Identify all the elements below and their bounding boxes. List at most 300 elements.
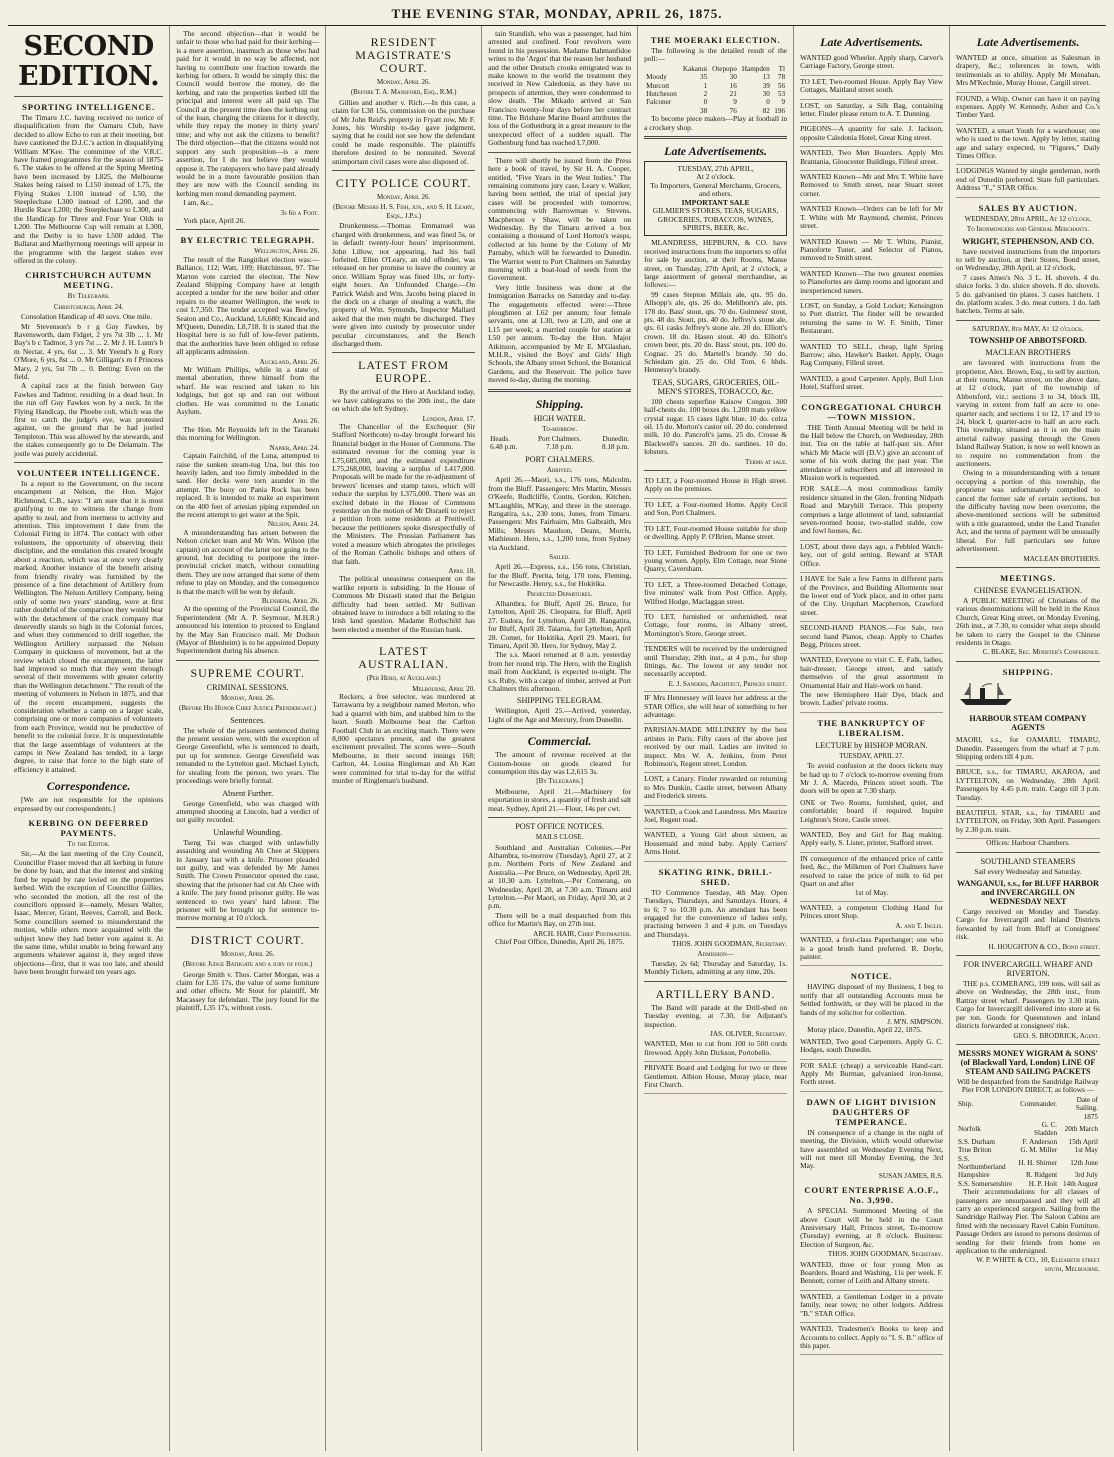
classified-ad-text: TO LET, Two-roomed House. Apply Bay View Cottages, Maitland street south. <box>800 76 944 95</box>
classified-ad-text: TO LET, furnished or unfurnished, neat Cottage, four rooms, in Albany street, Mornington's Store, George street. <box>644 611 788 638</box>
telegraph-heading: BY ELECTRIC TELEGRAPH. <box>180 235 315 246</box>
important-sale: IMPORTANT SALE <box>681 197 750 207</box>
classified-ad <box>800 203 943 235</box>
forsale-text: FOR SALE—A most commodious family residence situated in the Glen, fronting Nidpath Road and Maryhill Terrace. This property comprises a large allotment of land, substantial seven-roomed house, two-stalled stable, cow and fowl houses, &c. <box>800 484 944 536</box>
poll-row <box>644 73 787 81</box>
skating-heading: SKATING RINK, DRILL-SHED. <box>658 866 773 887</box>
hw-port-time: 7.18 p.m. <box>546 443 574 452</box>
moeraki-heading: THE MOERAKI ELECTION. <box>650 35 781 45</box>
classified-ad <box>800 147 943 171</box>
classified-ad-text: WANTED, Tradesmen's Books to keep and Accounts to collect. Apply to "I. S. B." office of this paper. <box>800 1324 944 1350</box>
clothing-ad <box>800 902 943 934</box>
temperance-text: IN consequence of a change in the night of meeting, the Division, which would otherwise have assembled on Wednesday Evening Next, will not meet till Monday Evening, the 3rd May. <box>800 1127 944 1171</box>
district-date: Monday, April 26. <box>221 949 275 958</box>
classified-ad <box>644 475 787 499</box>
news-low: Very little business was done at the Immigration Barracks on Saturday and to-day. The engagements effected were:—Three ploughmen at L62 per annum; four female servants, one at L30, two at L20, and one at L15 per week; a married couple for station at L50 per annum. To-day the Hon. Major Atkinson, accompanied by Mr E. M'Glashan, M.H.R., visited the Boys' and Girls' High Schools, the Albany street School, the Botanical Gardens, and the Reservoir. The police have moved to-day, during the morning. <box>488 282 632 385</box>
sentences-text: The whole of the prisoners sentenced during the present session were, with the exception of George Greenfield, who is sentenced to death, put up for sentence. George Greenfield was remanded to the Lyttelton gaol. Michael Lynch, for stealing from the person, two years. The proceedings were briefly formal. <box>176 725 320 786</box>
column-1 <box>8 26 170 1451</box>
column-7 <box>950 26 1106 1451</box>
kerbing-text: Sir,—At the last meeting of the City Council, Councillor Fraser moved that all kerbing in future be done by loan, and that the interest and sinking fund be repaid by rate levied on the properties kerbed. With the exception of Councillor Gillies, who seconded the motion, all the rest of the councillors opposed it—namely, Messrs Walter, Isaac, Mercer, Grant, Reeves, Carroll, and Beck. Some councillors seemed to misunderstand the motion, while others more acquainted with the subject knew they had better vote against it. At the same time, whilst unable to bring forward any arguments whatever against it, they urged three objections—first, that it was too late, and should have been brought forward ten years ago. <box>14 849 164 977</box>
hw-dun-time: 8.18 p.m. <box>601 443 630 452</box>
shipping-text: The s.s. Maori returned at 8 a.m. yesterday from her round trip. The Hero, with the English mail from Auckland, is expected to-night. The s.s. Ruby, with a cargo of timber, arrived at Port Chalmers this afternoon. <box>488 650 632 694</box>
table-cell: 196 <box>774 106 786 115</box>
temperance-sign: SUSAN JAMES, R.S. <box>878 1171 944 1180</box>
money-footer: Their accommodations for all classes of passengers are unsurpassed and they will all carry an experienced surgeon. Sailing from the Sandridge Railway Pier. The Saloon Cabins are fitted with the necessary Ravel Cabin Furniture. Passage Orders are issued to persons desirous of sending for their friends from home on application to the undersigned. <box>956 1187 1100 1256</box>
shipping-heading: Shipping. <box>535 396 584 411</box>
bishop-date: TUESDAY, APRIL 27. <box>839 751 904 760</box>
steamer-ad <box>956 766 1100 807</box>
table-cell: 14th August <box>1063 1179 1098 1188</box>
nelson-date: Nelson, April 24. <box>267 520 320 529</box>
district-before: (Before Judge Bathgate and a jury of four.) <box>183 960 313 969</box>
classified-ad <box>644 724 787 773</box>
forsale-ad <box>800 483 943 540</box>
classified-ad-text: WANTED, a Young Girl about sixteen, as Housemaid and mind baby. Apply Carriers' Arms Hotel. <box>644 830 788 857</box>
table-cell: Norfolk <box>958 1125 981 1134</box>
classified-ad <box>800 300 943 341</box>
landress-items: 99 cases Stepton Millais ale, qts. 95 do. Allsopp's ale, qts. 26 do. Mehlhorn's ale, pts. 178 do. Bass' stout, qts. 70 do. Guinness' stout, pts. 48 do. Stout, pts. 40 do. Jeffrey's stone ale, qts. 61 casks Jeffrey's stone ale. 20 do. Elliott's crown. 18 do. Hasen stout. 40 do. Elliott's crown beer, pts. 20 do. Bass' stout, pts. 100 do. Cognac. 25 do. Martell's brandy. 50 do. Schiedam gin. 25 do. Old Tom. 6 hhds. Hennessy's brandy. <box>644 289 788 375</box>
classified-ad <box>800 171 943 203</box>
year-row <box>956 1113 1100 1121</box>
sales-heading: SALES BY AUCTION. <box>978 202 1078 213</box>
christchurch-text: A capital race at the finish between Guy Fawkes and Tadmor, resulting in a dead heat. In the run off Guy Fawkes won by a neck. In the Flying Handicap, the Phoebe colt, which was the first to catch the judge's eye, was protested against, on the ground that he had jostled Templeton. This was allowed by the stewards, and the stakes consequently go to De Delamain. The jostle was purely accidental. <box>14 381 164 458</box>
post-office-place: Chief Post Office, Dunedin, April 26, 1875. <box>495 936 625 946</box>
district-heading: DISTRICT COURT. <box>190 932 305 947</box>
money-sign: W. P. WHITE & CO., 10, Elizabeth street south, Melbourne. <box>976 1256 1100 1273</box>
classified-ad <box>644 829 787 861</box>
shipping-telegram-heading: SHIPPING TELEGRAM. <box>516 696 603 706</box>
harbour-ads <box>956 734 1100 839</box>
skating-sign: THOS. JOHN GOODMAN, Secretary. <box>671 940 788 949</box>
classified-list-5 <box>800 1259 943 1356</box>
kerbing-place: York place, April 26. <box>183 215 246 225</box>
supreme-before: (Before His Honor Chief Justice Prendergast.) <box>179 704 317 713</box>
table-cell: 1 <box>703 81 708 90</box>
classified-ad-text: WANTED, Two Men Boarders. Apply Mrs Brantania, Gloucester Buildings, Filleul street. <box>800 148 944 166</box>
classified-ad-text: WANTED, a good Carpenter. Apply, Bull Lion Hotel, Stafford street. <box>800 373 944 392</box>
classified-ad <box>800 373 943 397</box>
classified-ad-text: TO LET, Furnished Bedroom for one or two young women. Apply, Elm Cottage, near Stone Quarry, Caversham. <box>644 547 788 574</box>
classified-ad-text: TO LET, a Four-roomed House in High street. Apply on the premises. <box>644 476 788 494</box>
blenheim-text: At the opening of the Provincial Council, the Superintendent (Mr A. P. Seymour, M.H.R.) announced his intention to proceed to England by the May San Francisco mail. Mr Dodson (Mayor of Blenheim) is to be appointed Deputy Superintendent during his absence. <box>176 604 320 656</box>
table-cell: Murcott <box>646 81 670 90</box>
table-cell: 9 <box>781 98 786 107</box>
resident-before: (Before T. A. Mansford, Esq., R.M.) <box>350 88 457 97</box>
clothing-text: WANTED, a competent Clothing Hand for Princes street Shop. <box>800 902 944 921</box>
arrived-label: Arrived. <box>546 465 573 474</box>
chinese-heading: CHINESE EVANGELISATION. <box>973 585 1083 595</box>
commercial-text2: Melbourne, April 21.—Machinery for exportation in stores, a quantity of fresh and salt meat. Sydney, April 21.—Flour, 14s per cwt. <box>488 786 632 813</box>
notice-place: Moray place, Dunedin, April 22, 1875. <box>807 1025 922 1035</box>
poll-row <box>644 98 787 106</box>
money-wigram-text: Will be despatched from the Sandridge Railway Pier FOR LONDON DIRECT, as follows — <box>957 1076 1099 1095</box>
steamer-ad-text: MAORI, s.s., for OAMARU, TIMARU, Dunedin. Passengers from the wharf at 7 p.m. Shipping orders till 4 p.m. <box>956 735 1100 761</box>
artillery-heading: ARTILLERY BAND. <box>655 986 776 1001</box>
hw-port-label: Port Chalmers. <box>538 435 582 444</box>
landress-text: MLANDRESS, HEPBURN, & CO. have received instructions from the importers to offer for sale by auction, at their Rooms, Manse street, on Tuesday, 27th April, at 2 o'clock, a large assortment of general merchandise, as follows:— <box>644 238 788 290</box>
australian-by: (Per Hero, at Auckland.) <box>366 674 441 683</box>
column-header: Otepopo <box>712 64 737 73</box>
sporting-heading: SPORTING INTELLIGENCE. <box>22 102 156 112</box>
sailing-table <box>956 1096 1100 1188</box>
europe-text2: The Chancellor of the Exchequer (Sir Stafford Northcote) to-day brought forward his financial budget in the House of Commons. The estimated revenue for the coming year is L75,685,000, and the estimated expenditure L75,268,000, leaving a surplus of L417,000. Proposals will be made for the re-adjustment of brewers' licenses and stamp taxes, which will reduce the surplus by L375,000. There was an excited debate in the House of Commons yesterday on the motion of Mr Disraeli to reject a petition from some residents at Prettiwell, because the petitioners spoke disrespectfully of the Ministers. The Prussian Parliament has voted a measure which abrogates the privileges of the Roman Catholic bishops and others of that faith. <box>332 422 476 566</box>
steamer-ad-text: BRUCE, s.s., for TIMARU, AKAROA, and LYTTELTON, on Wednesday, 28th April. Passengers by 4.45 p.m. train. Cargo till 3 p.m. Tuesday. <box>956 767 1100 802</box>
commercial-heading: Commercial. <box>527 734 592 749</box>
table-cell: R. Ridgent <box>1025 1171 1058 1180</box>
classified-ad-text: TO LET, Four-roomed House suitable for shop or dwelling. Apply P. O'Brien, Manse street. <box>644 523 788 542</box>
post-office-text2: There will be a mail despatched from this office for Martin's Bay, on 27th inst. <box>488 910 632 929</box>
classified-ad-text: LOST, a Canary. Finder rewarded on returning to Mrs Dunkin, Castle street, between Albany and Frederick streets. <box>644 774 788 801</box>
classified-ad <box>956 93 1100 125</box>
highwater-sub: To-morrow. <box>542 424 578 433</box>
table-cell: 30 <box>762 90 770 99</box>
column-6 <box>794 26 950 1451</box>
steamer-ad <box>956 807 1100 839</box>
carpenters-ad <box>800 1036 943 1060</box>
column-header <box>644 65 680 73</box>
classified-ad-text: WANTED, a Gentleman Lodger in a private family, near town; no other lodgers. Address "B." STAR Office. <box>800 1291 944 1318</box>
nelson-text: A misunderstanding has arisen between the Nelson cricket team and Mr Wm. Wilson (the captain) on account of the latter not going to the ground, but deciding to postpone the inter-provincial cricket match, without consulting them. They are now arranged that some of them refuse to play on Monday, and the consequence is that the match will be won by default. <box>176 527 320 596</box>
sailing-row <box>956 1171 1100 1179</box>
clothing-sign: A. and T. Inglis. <box>895 921 944 930</box>
table-cell: 82 <box>762 106 770 115</box>
table-cell: 16 <box>729 81 737 90</box>
sailing-row <box>956 1138 1100 1146</box>
classified-ad-text: PIGEONS—A quantity for sale. J. Jackson, opposite Caledonia Hotel, Great King street. <box>800 124 944 142</box>
classified-ad-text: WANTED Known—Mr and Mrs T. White have Removed to Smith street, near Stuart street corner. <box>800 172 944 198</box>
sale1-firm: WRIGHT, STEPHENSON, AND CO. <box>962 236 1094 246</box>
paperhanger-text: WANTED, a first-class Paperhanger; one who is a good brush hand preferred. R. Doyle, painter. <box>800 935 944 961</box>
steamship-icon <box>956 681 1016 707</box>
tenders-sign: E. J. Sanders, Architect, Princes street. <box>668 679 788 688</box>
boy-text: WANTED, Boy and Girl for Bag making. Apply early, S. Lister, printer, Stafford street. <box>800 830 944 848</box>
highwater-table <box>488 435 631 452</box>
sailed-label: Sailed. <box>549 552 570 561</box>
classified-ad <box>644 692 787 724</box>
christchurch-by: By Telegraph. <box>67 292 110 301</box>
auckland2-text: The Hon. Mr Reynolds left in the Taranaki this morning for Wellington. <box>176 424 320 443</box>
kerbing-to: To the Editor. <box>67 840 110 849</box>
post-office-sign: ARCH. HAIR, Chief Postmaster. <box>533 929 632 938</box>
auckland-text: Mr William Phillips, while in a state of mental aberration, threw himself from the wharf. He was rescued and taken to his lodgings, but got up and ran out without clothes. He was committed to the Lunatic Asylum. <box>176 365 320 417</box>
table-cell: Hampshire <box>958 1171 990 1180</box>
milk-date: 1st of May. <box>854 888 889 898</box>
bankruptcy-heading: THE BANKRUPTCY OF LIBERALISM. <box>817 717 926 738</box>
classified-ad-text: TO LET, a Four-roomed Home. Apply Cecil and Son, Port Chalmers. <box>644 499 788 518</box>
resident-heading: RESIDENT MAGISTRATE'S COURT. <box>355 35 453 75</box>
table-cell: 35 <box>699 73 708 82</box>
classified-ad <box>644 611 787 643</box>
harbour-heading: HARBOUR STEAM COMPANY AGENTS <box>969 714 1087 733</box>
classified-list-6 <box>956 52 1100 198</box>
classified-ad-text: WANTED, Men to cut from 100 to 500 cords firewood. Apply John Dickson, Portobello. <box>644 1039 788 1057</box>
table-cell: Hutcheson <box>646 90 677 99</box>
bishop-text: To avoid confusion at the doors tickets may be had up to 7 o'clock to-morrow evening from Mr J. A. Macedo, Princes street south. The doors will be open at 7.30 sharp. <box>800 761 944 796</box>
mails-close-heading: MAILS CLOSE. <box>535 833 584 842</box>
paperhanger-ad <box>800 934 943 966</box>
late-ads-heading-3: Late Advertisements. <box>976 35 1080 49</box>
classified-ad-text: LOST, on Saturday, a Silk Bag, containing letter. Finder please return to A. T. Dunning. <box>800 100 944 119</box>
napier-date: Napier, April 24. <box>269 443 320 452</box>
kerbing-heading: KERBING ON DEFERRED PAYMENTS. <box>28 818 149 839</box>
table-cell: True Briton <box>958 1146 992 1155</box>
commercial-text: The amount of revenue received at the Custom-house on goods cleared for consumption this day was L2,615 3s. <box>488 750 632 777</box>
auckland-date: Auckland, April 26. <box>259 357 320 366</box>
table-cell: S.S. Somersetshire <box>958 1179 1013 1188</box>
admission-heading: Admission— <box>697 949 734 958</box>
rooms-text: ONE or Two Rooms, furnished, quiet, and comfortable; board if required. Inquire Leighton's Store, Castle street. <box>800 797 944 824</box>
highwater-heading: HIGH WATER. <box>533 413 586 423</box>
classified-ad <box>800 341 943 373</box>
sale2-firm: MACLEAN BROTHERS <box>985 348 1071 358</box>
classified-ad <box>644 499 787 523</box>
classified-ad-text: WANTED, a Cook and Laundress. Mrs Maurice Joel, Regent road. <box>644 806 788 825</box>
classified-list-3 <box>644 1038 787 1094</box>
chinese-sign: C. BLAKE, Sec. Minister's Conference. <box>982 648 1100 657</box>
table-cell: 30 <box>729 73 737 82</box>
column-header: Hampden <box>741 64 770 73</box>
classified-ad-text: WANTED at once, situation as Salesman in drapery, &c.; references in town, with testimonials as to ability. Apply Mr Monahan, Mrs M'Kechnie, Moray House, Cargill street. <box>956 53 1100 88</box>
column-header: Kakanui <box>682 64 708 73</box>
napier-text: Captain Fairchild, of the Luna, attempted to raise the sunken steam-tug Una, but this too heavily laden, and too firmly imbedded in the sand. Her decks were torn asunder in the attempt. The buoy on Pania Rock has been replaced. It is intended to make an experiment on the 400 feet of artesian piping expended on the recent attempt to get water at the Spit. <box>176 451 320 519</box>
sale2-text: are favoured with instructions from the proprietor, Alex. Brown, Esq., to sell by auction, at their rooms, Manse street, on the above date, at 12 o'clock, part of the township of Abbotsford, viz.: sections 3 to 34, block III, varying in extent from half an acre to one-quarter each; and sections 1 to 12, 17 and 19 to 24, block I, quarter-acre to half an acre each. This township, situated as it is on the main arterial railway passing through the Green Island Railway Station, is now so well known as to require no commendation from the auctioneers. <box>956 358 1100 469</box>
hairdresser-text: WANTED, Everyone to visit C. E. Falk, ladies, hair-dresser, George street, and satisfy themselves of the great assortment in Ornamental Hair and Hair-work on hand. <box>800 655 944 690</box>
europe-heading: LATEST FROM EUROPE. <box>358 358 450 386</box>
table-cell: 13 <box>762 73 770 82</box>
riverton-text: THE p.s. COMERANG, 199 tons, will sail as above on Wednesday, the 28th inst., from Rattray street wharf. Passengers by 3.30 train. Cargo for Invercargill delivered into store at 6s per ton. Goods for Queenstown and inland districts forwarded at consignees' risk. <box>956 979 1100 1031</box>
table-cell: 12th June <box>1070 1158 1098 1167</box>
absent-heading: Absent Further. <box>222 788 274 798</box>
table-cell: 53 <box>777 90 786 99</box>
table-header <box>956 1096 1100 1113</box>
southland-text: Sail every Wednesday and Saturday. <box>974 866 1082 876</box>
farms-text: I HAVE for Sale a few Farms in different parts of the Province, and Building Allotments near the lower end of York place, and in other parts of the City. Urquhart Macpherson, Crawford street. <box>800 574 944 617</box>
table-cell: Falconer <box>646 98 672 107</box>
volunteer-heading: VOLUNTEER INTELLIGENCE. <box>16 468 161 479</box>
court-text: A SPECIAL Summoned Meeting of the above Court will be held in the Court Anniversary Hall, Princes street, To-morrow (Tuesday) evening, at 8 o'clock. Business: Election of Surgeon, &c. <box>800 1206 944 1249</box>
table-cell: 56 <box>777 81 786 90</box>
notice-heading: NOTICE. <box>850 971 893 982</box>
table-cell: 21 <box>729 90 737 99</box>
late-ads-heading-2: Late Advertisements. <box>820 35 923 49</box>
column-header: Date of Sailing. <box>1075 1095 1098 1113</box>
classified-ad-text: LODGINGS Wanted by single gentleman, north end of Dunedin preferred. State full particulars. Address "F.," STAR Office. <box>956 166 1100 193</box>
table-cell: 9 <box>733 98 737 107</box>
europe-text: By the arrival of the Hero at Auckland today, we have cablegrams to the 20th inst., the date on which she left Sydney. <box>332 387 476 414</box>
artillery-sign: JAS. OLIVER, Secretary. <box>710 1029 788 1038</box>
sale2-text2: Owing to a misunderstanding with a tenant occupying a portion of this township, the proprietor was unfortunately compelled to cancel the former sale of certain sections, but the difficulty having now been overcome, the above-mentioned sections will be submitted with a title guaranteed, under the Land Transfer Act, and the terms of payment will be unusually liberal. For full particulars see future advertisement. <box>956 468 1100 554</box>
table-cell: 76 <box>729 106 737 115</box>
april18-date: April 18. <box>448 566 476 575</box>
milk-text: IN consequence of the enhanced price of cattle feed, &c., the Milkmen of Port Chalmers have resolved to raise the price of milk to 6d per Quart on and after <box>800 853 944 889</box>
court-sign: THOS. JOHN GOODMAN, Secretary. <box>827 1250 944 1259</box>
hw-heads-label: Heads. <box>490 435 510 444</box>
kerbing-sign: 3s 6d a Foot. <box>280 208 320 217</box>
projected-text: Alhambra, for Bluff, April 26. Bruce, for Lyttelton, April 26. Cleopatra, for Bluff, April 27. Eudora, for Lyttelton, April 28. Rangatira, for Bluff, April 28. Taiaroa, for Lyttelton, April 28. Comet, for Hokitika, April 29. Maori, for Timaru, April 30. Hero, for Sydney, May 2. <box>488 598 632 650</box>
column-header: Ship. <box>958 1099 974 1108</box>
sailing-year: 1875 <box>1083 1112 1098 1121</box>
classified-ad <box>800 1323 943 1355</box>
table-cell: G. C. Sladden <box>1033 1120 1058 1138</box>
moeraki-intro: The following is the detailed result of the poll:— <box>644 46 788 64</box>
classified-ad-text: WANTED Known — Mr T. White, Pianist, Pianoforte Tuner, and Selector of Pianos, removed to Smith street. <box>800 236 944 263</box>
hw-dun-label: Dunedin. <box>602 435 630 444</box>
piano-text: SECOND-HAND PIANOS.—For Sale, two second hand Pianos, cheap. Apply to Charles Begg, Princes street. <box>800 623 944 649</box>
farms-ad <box>800 573 943 622</box>
artillery-text: The Band will parade at the Drill-shed on Tuesday evening, at 7.30, for Adjutant's inspection. <box>644 1002 788 1029</box>
table-cell: 1st May <box>1074 1146 1098 1155</box>
wanganui-sign: H. HOUGHTON & CO., Bond street. <box>988 942 1100 951</box>
classified-ad <box>644 1038 787 1062</box>
arrived-text: April 26.—Maori, s.s., 176 tons, Malcolm, from the Bluff. Passengers: Mrs Martin, Messrs O'Keefe, Rudlcliffe, Coutts, Gordon, Kitchen, M'Laughlin, M'Kay, and three in the steerage. Rangatira, s.s., 230 tons, Jones, from Timaru. Passengers: Mrs Fairbairn, Mrs Galbraith, Mrs Mills; Messrs Maudson, Deans, Morris, Mathieson. Hero, s.s., 1,200 tons, from Sydney via Auckland. <box>488 475 632 552</box>
tenders-ad <box>644 643 787 692</box>
moeraki-table <box>644 65 787 115</box>
wanganui-heading: WANGANUI, s.s., for BLUFF HARBOR and INVERCARGILL ON WEDNESDAY NEXT <box>957 879 1099 907</box>
classified-list-1 <box>644 475 787 643</box>
table-cell: 3rd July <box>1074 1171 1098 1180</box>
sailed-text: April 26.—Express, s.s., 156 tons, Christian, for the Bluff. Prerita, brig, 170 tons, Fleming, for Newcastle. Henry, s.s., for Hokitika. <box>488 562 632 589</box>
city-police-heading: CITY POLICE COURT. <box>335 176 472 191</box>
sale2-date: SATURDAY, 8th MAY, At 12 o'clock. <box>972 324 1084 333</box>
table-cell: 0 <box>703 98 708 107</box>
edition-title: SECOND EDITION. <box>17 31 160 92</box>
temperance-heading: DAWN OF LIGHT DIVISION DAUGHTERS OF TEMPERANCE. <box>806 1096 937 1127</box>
table-cell: 2 <box>703 90 708 99</box>
columns <box>8 26 1106 1451</box>
district-text: George Smith v. Thos. Carter Morgan, was a claim for L35 17s, the value of some furniture and other effects. Mr Stout for plaintiff, Mr Macassey for defendant. The jury found for the plaintiff, L35 17s, without costs. <box>176 969 320 1013</box>
volunteer-text: In a report to the Government, on the recent encampment at Nelson, the Hon. Major Richmond, C.B., says: "I am sure that it is most gratifying to me to witness the change from apathy to zeal, and from inertness to activity and attention. This improvement I date from the Colonial Firing in 1874. The contact with other volunteers, the opportunity of observing their discipline, and the emulation this created brought about a reaction, which was at once very clearly marked. Another instance of the benefit arising from friendly rivalry was furnished by the presence of a fine detachment of Artillery from Wellington. The Nelson Artillery Company, being only of some two years' standing, were at first rather doubtful of the comparison they would bear with the detachment of the crack company that deservedly stands so high in the Colonial forces, and when they commenced to drill together, the Wellington Artillery surpassed the Nelson Company in quickness of movement, but at the review which closed the encampment, the latter had improved so much that they went through several of their movements with greater celerity than the Wellington detachment." The result of the meeting of volunteers in Nelson in 1875, and that of the recent encampment, suggests the consideration whether a camp on a larger scale, comprising one or more companies of volunteers from each Province, would not be productive of benefit to the colonial force. It is unquestionable that the large assemblage of volunteers at the camps in New Zealand has tended, in a large degree, to raise that force to the high state of efficiency it attained. <box>14 479 164 774</box>
classified-ad <box>644 523 787 547</box>
australian-heading: LATEST AUSTRALIAN. <box>358 644 449 672</box>
kerbing-text-cont: The second objection—that it would be unfair to those who had paid for their kerbing—is a mere assertion, inasmuch as those who had paid for it would in no way be affected, not having to contribute one fraction towards the kerbing for others. It would be simply this: the Council would borrow the money, do the kerbing, and rate the properties kerbed till the principal and interest were all paid up. The Council at the present time does the kerbing out of the loan, charging the citizens for it directly, while they repay the money in thirty years' time; and why not ask the citizens to benefit? The third objection—that the citizens would not support any such proposition—is a mere assertion, for I do not believe they would oppose it. The ratepayers who have paid already would be in a more favourable position than they are now with the Council sending its kerbing men round demanding payment. <box>176 29 320 198</box>
shipping-ads-heading: SHIPPING. <box>1002 666 1054 677</box>
classified-ad <box>644 579 787 611</box>
classified-ad <box>800 52 943 76</box>
classified-ad-text: LOST, on Sunday, a Gold Locket; Kensington to Port district. The finder will be rewarded returning the same to W. F. Smith, Timer Restaurant. <box>800 300 944 336</box>
classified-list-4 <box>800 52 943 397</box>
masthead: THE EVENING STAR, MONDAY, APRIL 26, 1875. <box>8 6 1106 26</box>
congregational-text: THE Tenth Annual Meeting will be held in the Hall below the Church, on Wednesday, 28th inst. Tea on the table at half-past six. After which Mr Macie will (D.V.) give an account of some of his work during the past year. The attendance of subscribers and all interested in Mission work is requested. <box>800 422 944 483</box>
post-office-text: Southland and Australian Colonies.—Per Alhambra, to-morrow (Tuesday), April 27, at 2 p.m. Northern Ports of New Zealand and Australia.—Per Bruce, on Wednesday, April 28, at 10.30 a.m. Lyttelton.—Per Comerang, on Wednesday, April 28, at 7.30 a.m. Timaru and Lyttelton.—Per Maori, on Friday, April 30, at 2 p.m. <box>488 842 632 911</box>
harbour-offices: Offices: Harbour Chambers. <box>986 838 1070 848</box>
moeraki-note: To become piece makers—Play at football in a crockery shop. <box>644 114 788 132</box>
table-cell: 38 <box>699 106 708 115</box>
classified-ad-text: WANTED Known—The two greatest enemies to Pianofortes are damp rooms and ignorant and inexperienced tuners. <box>800 268 944 295</box>
city-before: (Before Messrs H. S. Fish, jun., and S. H. Leary, Esqs., J.P.s.) <box>333 203 475 220</box>
admission-text: Tuesday, 2s 6d; Thursday and Saturday, 1s. Monthly Tickets, admitting at any time, 20s. <box>644 958 788 977</box>
classified-ad <box>800 1259 943 1291</box>
classified-ad-text: PRIVATE Board and Lodging for two or three Gentlemen. Albion House, Moray place, near First Church. <box>644 1063 788 1089</box>
table-cell: S.S. Northumberland <box>958 1154 1006 1171</box>
gilmiers-heading: GILMIER'S STORES, TEAS, SUGARS, GROCERIES, TOBACCOS, WINES, SPIRITS, BEER, &c. <box>652 206 779 232</box>
meetings-heading: MEETINGS. <box>1000 572 1056 583</box>
sale2-heading: TOWNSHIP OF ABBOTSFORD. <box>969 336 1087 346</box>
classified-ad <box>956 125 1100 166</box>
kerbing-close: I am, &c., <box>183 198 213 208</box>
classified-ad-text: TO LET, a Three-roomed Detached Cottage, five minutes' walk from Post Office. Apply, Wilfred Hodge, Maclaggan street. <box>644 579 788 606</box>
sentences-heading: Sentences. <box>230 715 266 725</box>
pianos-ad <box>800 622 943 654</box>
carpenters-text: WANTED, Two good Carpenters. Apply G. C. Hodges, south Dunedin. <box>800 1036 944 1055</box>
projected-label: Projected Departures. <box>526 589 593 598</box>
table-cell: 20th March <box>1064 1125 1098 1134</box>
teas-items: 100 chests superfine Kaisow Congou. 300 half-chests do. 100 boxes do. 1,200 mats yellow crystal sugar. 15 cases light blue. 10 do. colza oil. 15 do. Morton's castor oil. 20 do. condensed milk. 10 do. Pancroft's jams. 25 do. Crosse & Blackwell's sauces. 20 do. sardines. 10 do. lobsters. <box>644 396 788 457</box>
wellington-text: The result of the Rangitikei election was:—Ballance, 112; Watt, 109; Hutchinson, 97. The Marton vote carried the election. The New Zealand Shipping Company have at length accepted a tender for the new boiler and other repairs to the steamer Wellington, the work to cost L7,350. The tender accepted was Bewley, Seaton and Co., Auckland, L6,680; Kincaid and M'Queen, Dunedin, L8,718. It is stated that the Hospital here is so full of low-fever patients, that the authorities have been obliged to refuse all applicants admission. <box>176 254 320 357</box>
riverton-sign: GEO. S. BRODRICK, Agent. <box>1013 1031 1100 1040</box>
australian-text: Reckers, a free selector, was murdered at Tarrawarra by a neighbour named Merton, who had a quarrel with him, and stabbed him to the heart. South Melbourne beat the Carlton Football Club in an exciting match. There were 8,000 spectators present, and the greatest excitement prevailed. The scores were—South Melbourne, in their second innings 168; Carlton, 44. Louisa Ringleman and Ah Katt were committed for trial to-day for the wilful murder of Ringleman's husband. <box>332 691 476 786</box>
column-4 <box>482 26 638 1451</box>
notice-text: HAVING disposed of my Business, I beg to notify that all outstanding Accounts must be Settled forthwith, or they will be placed in the hands of my solicitor for collection. <box>800 982 944 1017</box>
column-header: Commander. <box>1020 1099 1058 1108</box>
chinese-text: A PUBLIC MEETING of Christians of the various denominations will be held in the Knox Church, Great King street, on Monday Evening, 26th inst., at 7.30, to consider what steps should be taken to carry the Gospel to the Chinese residents in Otago. <box>956 595 1100 647</box>
rooms-ad <box>800 797 943 829</box>
classified-ad-text: WANTED good Wheeler. Apply sharp, Carver's Carriage Factory, George street. <box>800 53 944 71</box>
classified-ad-text: WANTED, a smart Youth for a warehouse; one who is used to the town. Apply by letter, stating age and salary expected, to "Figures," Daily Times Office. <box>956 125 1100 161</box>
column-2 <box>170 26 326 1451</box>
news-top: tain Standish, who was a passenger, had him arrested and confined. Four revolvers were found in his possession. Madame Bahmanfidoe writes to the 'Argus' that the reason her husband and the other Deutsch crooks emigrated was to make known to the world the treatment they received in New Caledonia, as they have no prospects of attention, they were condemned to slow death. The Mikado arrived at San Francisco twenty-four days before her contract time. The Brisbane Marine Board attributes the loss of the Gothenburg in a great measure to the unexpected effect of a sudden squall. The Gothenburg fund has reached L7,000. <box>488 29 632 148</box>
auckland2-date: April 26. <box>292 417 320 426</box>
hw-heads-time: 6.48 p.m. <box>490 443 518 452</box>
classified-ad <box>644 806 787 830</box>
wanganui-text: Cargo received on Monday and Tuesday. Cargo for Invercargill and Inland Districts forwarded by rail from Bluff at Consignees' risk. <box>956 907 1100 942</box>
classified-ad-text: WANTED, three or four young Men as Boarders. Board and Washing, 11s per week. F. Bennett, corner of Leith and Albany streets. <box>800 1259 944 1286</box>
commercial-tele: [By Telegraph.] <box>536 777 583 786</box>
australian-date: Melbourne, April 20. <box>412 684 476 693</box>
sporting-text: The Timaru J.C. having received no notice of disqualification from the Oamaru Club, have decided to allow Echo to run at their meeting, but have cautioned the D.J.C.'s action in disqualifying William M'Kee. The committee of the V.R.C. have framed programmes for the season of 1875-6. The stakes to be offered at the Spring Meeting have been increased by L825, the Melbourne Stakes being raised to L150 instead of L75, the Flying Stakes L100 instead of L50, the Steeplechase L300 instead of L200, and the Hurdle Race L200; the Steeplechase to L300, and the Handicap for Three and Four Year Olds to L200. The Melbourne Cup will remain at L300, and the Derby is to have L500 added. The Ballarat and Maribyrnong meetings will appear in the programme with the largest stakes ever offered in the colony. <box>14 113 164 265</box>
classified-ad <box>644 773 787 805</box>
classified-ad <box>644 547 787 579</box>
table-cell: S.S. Durham <box>958 1137 995 1146</box>
hairdresser-ad <box>800 654 943 712</box>
sailing-row <box>956 1146 1100 1154</box>
bag-making-ad <box>800 829 943 853</box>
classified-ad-text: WANTED TO SELL, cheap, light Spring Barrow; also, Hawker's Basket. Apply, Otago Rag Company, Filleul street. <box>800 341 944 368</box>
classified-ad <box>800 236 943 268</box>
supreme-heading: SUPREME COURT. <box>190 665 305 680</box>
terms: Terms at sale. <box>745 457 788 466</box>
classified-ad-text: PARISIAN-MADE MILLINERY by the best artistes in Paris. Fifty cases of the above just received by our mail. Ladies are invited to inspect. Mrs W. A. Jenkins, from Peter Robinson's, Regent street, London. <box>644 725 788 769</box>
classified-ad <box>800 1291 943 1323</box>
late-ads-heading: Late Advertisements. <box>664 144 768 159</box>
absent-text: George Greenfield, who was charged with attempted shooting at Lincoln, had a verdict of not guilty recorded. <box>176 798 320 825</box>
auction-date: TUESDAY, 27th APRIL, <box>677 164 754 174</box>
poll-row <box>644 90 787 98</box>
steamer-ad <box>956 734 1100 766</box>
criminal-heading: CRIMINAL SESSIONS. <box>206 682 289 692</box>
table-cell: F. Anderson <box>1022 1137 1058 1146</box>
supreme-date: Monday, April 26. <box>221 693 275 702</box>
table-cell: Moody <box>646 73 667 82</box>
notice-sign: J. M'N. SIMPSON. <box>887 1017 944 1026</box>
shipping-telegram-text: Wellington, April 25.—Arrived, yesterday, Light of the Age and Mercury, from Dunedin. <box>488 706 632 724</box>
milk-ad <box>800 853 943 902</box>
april18-text: The political uneasiness consequent on the warlike reports is subsiding. In the House of Commons Mr Disraeli stated that the Belgian difficulty had been settled. Mr Sullivan obtained leave to introduce a bill relating to the Irish land question. Madame Rothschild has been elected a member of the Russian bank. <box>332 574 476 634</box>
table-cell: G. M. Miller <box>1020 1146 1058 1155</box>
classified-ad <box>800 268 943 300</box>
dye-text: The new Hemisphere Hair Dye, black and brown. Ladies' private rooms. <box>800 689 944 708</box>
classified-ad <box>644 1062 787 1094</box>
steamer-ad-text: BEAUTIFUL STAR, s.s., for TIMARU and LYTTELTON, on Friday, 30th April. Passengers by 2.30 p.m. train. <box>956 808 1100 834</box>
christchurch-date: Christchurch, April 24. <box>53 302 124 311</box>
sale2-sign: MACLEAN BROTHERS. <box>1023 554 1100 563</box>
table-cell: H. H. Shirner <box>1018 1158 1058 1167</box>
table-header <box>644 65 787 73</box>
bishop-heading: LECTURE by BISHOP MORAN. <box>815 740 928 750</box>
sale1-date: WEDNESDAY, 28th APRIL, At 12 o'clock. <box>964 214 1092 223</box>
skating-text: TO Commence Tuesday, 4th May. Open Tuesdays, Thursdays, and Saturdays. Hours, 4 to 6; 7 to 10.30 p.m. An attendant has been engaged for the convenience of ladies only, practising between 3 and 4 p.m. on Tuesdays and Thursdays. <box>644 887 788 939</box>
sale1-items: 7 cases Ames's No. 3 L. H. shovels. 4 do. sluice forks. 3 do. sluice shovels. 8 do. shovels. 5 do. galvanised tin plates. 3 cases hatchets. 1 do. platform scales. 3 do. meat cutters. 1 do. lath hatchets. Terms at sale. <box>956 272 1100 316</box>
resident-text: Gillies and another v. Rich.—In this case, a claim for L38 15s, commission on the purchase of Mr John Reid's property in Fryatt row, Mr F. Jones, his Worship to-day gave judgment, saying that he could not see how the defendant could be made responsible. The plaintiffs therefore desired to be nonsuited. Several unimportant civil cases were also disposed of. <box>332 97 476 166</box>
